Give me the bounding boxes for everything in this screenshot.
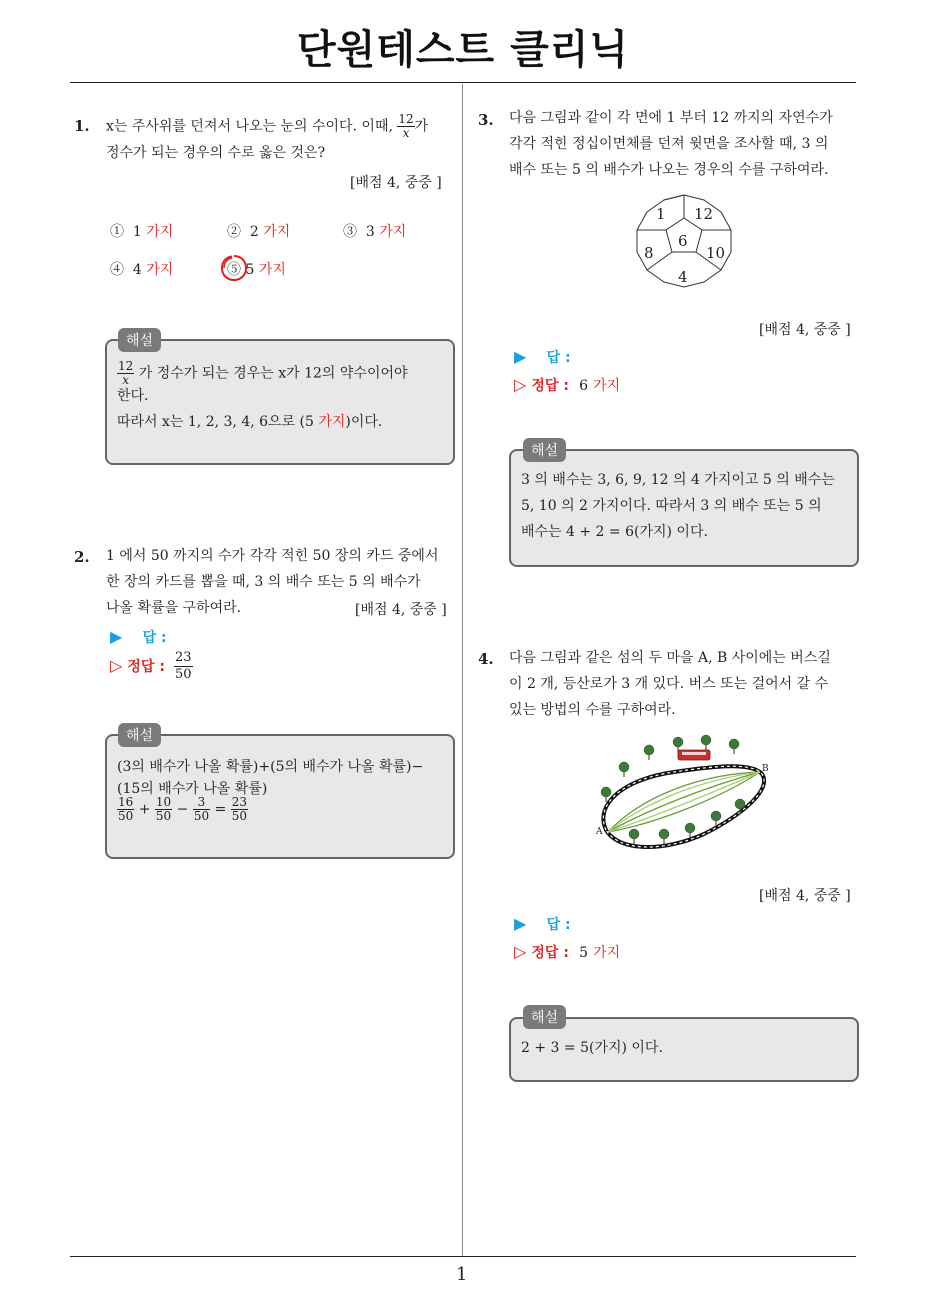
question-4-number: 4. <box>478 650 494 668</box>
q1-option-2[interactable]: ② 2 가지 <box>227 224 291 240</box>
question-2-number: 2. <box>74 548 90 566</box>
q1-line1b: 가 <box>414 118 429 135</box>
question-4-text: 다음 그림과 같은 섬의 두 마을 A, B 사이에는 버스길 이 2 개, 등산로가 3 개 있다. 버스 또는 걸어서 갈 수 있는 방법의 수를 구하여라. <box>509 650 831 718</box>
top-divider <box>70 82 856 83</box>
question-1-score: [배점 4, 중중 ] <box>350 175 442 191</box>
q2-solution-tag: 해설 <box>118 723 161 747</box>
q2-correct-row: ▷ 정답 : $\frac{23}{50}$ <box>110 650 192 682</box>
village-a-label: A <box>596 827 603 837</box>
question-4-score: [배점 4, 중중 ] <box>759 888 851 904</box>
question-2-score: [배점 4, 중중 ] <box>355 602 447 618</box>
question-3-score: [배점 4, 중중 ] <box>759 322 851 338</box>
q2-correct-fraction: $\frac{23}{50}$ <box>175 650 192 682</box>
q1-option-4[interactable]: ④ 4 가지 <box>110 262 174 278</box>
hollow-triangle-icon: ▷ <box>514 942 527 961</box>
q2-answer-row: ▶ 답 : <box>110 627 167 646</box>
play-triangle-icon: ▶ <box>514 914 527 933</box>
selected-answer-circle-icon <box>219 253 249 283</box>
play-triangle-icon: ▶ <box>514 347 527 366</box>
q1-solution-fraction: $\frac{12}{x}$ <box>118 359 134 387</box>
column-divider <box>462 84 463 1256</box>
face-label: 10 <box>706 244 726 262</box>
play-triangle-icon: ▶ <box>110 627 123 646</box>
page-number: 1 <box>456 1264 468 1285</box>
q2-solution-equation: $\frac{16}{50}$ + $\frac{10}{50}$ − $\frac{3}{50}$ = $\frac{23}{50}$ <box>118 795 248 823</box>
island-map-figure <box>594 734 774 860</box>
q1-line1a: x는 주사위를 던져서 나오는 눈의 수이다. 이때, <box>106 118 393 135</box>
bottom-divider <box>70 1256 856 1257</box>
q3-answer-row: ▶ 답 : <box>514 347 571 366</box>
question-2-text: 1 에서 50 까지의 수가 각각 적힌 50 장의 카드 중에서 한 장의 카드를 뽑을 때, 3 의 배수 또는 5 의 배수가 나올 확률을 구하여라. <box>106 548 439 616</box>
q4-solution-tag: 해설 <box>523 1005 566 1029</box>
q1-option-1[interactable]: ① 1 가지 <box>110 224 174 240</box>
dodecahedron-figure <box>632 192 736 290</box>
face-label: 12 <box>694 205 714 223</box>
question-1-number: 1. <box>74 117 90 135</box>
q1-line2: 정수가 되는 경우의 수로 옳은 것은? <box>106 145 326 161</box>
face-label: 6 <box>678 232 688 250</box>
q3-solution-tag: 해설 <box>523 438 566 462</box>
q3-solution-text: 3 의 배수는 3, 6, 9, 12 의 4 가지이고 5 의 배수는 5, 10 의 2 가지이다. 따라서 3 의 배수 또는 5 의 배수는 4 + 2 = 6(가지) 이다. <box>521 472 835 540</box>
question-3-text: 다음 그림과 같이 각 면에 1 부터 12 까지의 자연수가 각각 적힌 정십이면체를 던져 윗면을 조사할 때, 3 의 배수 또는 5 의 배수가 나오는 경우의 수를 구하여라. <box>509 110 833 178</box>
q1-solution-text: $\frac{12}{x}$ 가 정수가 되는 경우는 x가 12의 약수이어야 한다. 따라서 x는 1, 2, 3, 4, 6으로 (5 가지)이다. <box>117 359 408 430</box>
q1-solution-tag: 해설 <box>118 328 161 352</box>
q2-solution-text: (3의 배수가 나올 확률)+(5의 배수가 나올 확률)− (15의 배수가 나올 확률) $\frac{16}{50}$ + $\frac{10}{50}$ − $\frac{3}{50}$ = $\frac{23}{50}$ <box>117 754 449 823</box>
hollow-triangle-icon: ▷ <box>110 656 123 675</box>
q3-correct-row: ▷ 정답 : 6 가지 <box>514 375 621 394</box>
q4-solution-text: 2 + 3 = 5(가지) 이다. <box>521 1040 663 1056</box>
hollow-triangle-icon: ▷ <box>514 375 527 394</box>
q1-option-3[interactable]: ③ 3 가지 <box>343 224 407 240</box>
q1-option-5[interactable]: ⑤ 5 가지 <box>227 262 286 278</box>
face-label: 8 <box>644 244 654 262</box>
page-title: 단원테스트 클리닉 <box>296 27 630 73</box>
q1-fraction: $\frac{12}{x}$ <box>398 112 414 140</box>
face-label: 4 <box>678 268 688 286</box>
question-3-number: 3. <box>478 111 494 129</box>
face-label: 1 <box>656 205 666 223</box>
question-1-text <box>106 113 456 166</box>
q4-correct-row: ▷ 정답 : 5 가지 <box>514 942 621 961</box>
q4-answer-row: ▶ 답 : <box>514 914 571 933</box>
village-b-label: B <box>762 764 769 774</box>
